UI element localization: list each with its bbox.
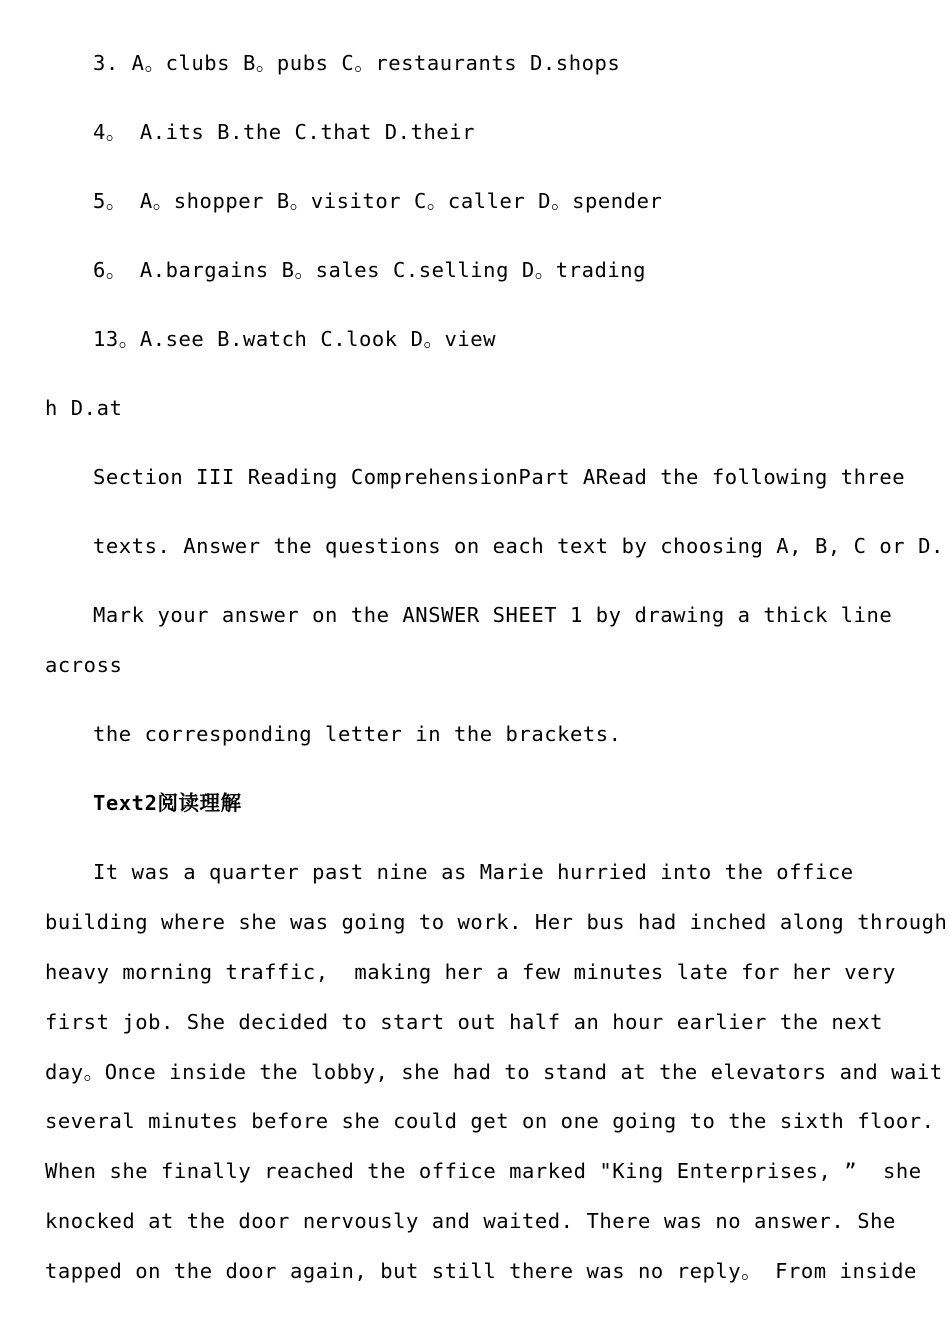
option-line-5: 5。 A。shopper B。visitor C。caller D。spender	[93, 189, 663, 213]
option-line-6: 6。 A.bargains B。sales C.selling D。trading	[93, 258, 647, 282]
instruction-line: Mark your answer on the ANSWER SHEET 1 by drawing a thick line	[93, 603, 893, 627]
passage-line: tapped on the door again, but still there was no reply。 From inside	[45, 1259, 917, 1283]
option-fragment: h D.at	[45, 396, 123, 420]
passage-line: When she finally reached the office marked "King Enterprises, ” she	[45, 1159, 922, 1183]
instruction-line: across	[45, 653, 123, 677]
instruction-line: texts. Answer the questions on each text by choosing A, B, C or D.	[93, 534, 944, 558]
option-line-13: 13。A.see B.watch C.look D。view	[93, 327, 497, 351]
passage-line: day。Once inside the lobby, she had to stand at the elevators and wait	[45, 1060, 943, 1084]
instruction-line: Section III Reading ComprehensionPart ARead the following three	[93, 465, 906, 489]
passage-line: heavy morning traffic, making her a few minutes late for her very	[45, 960, 896, 984]
passage-line: It was a quarter past nine as Marie hurried into the office	[93, 860, 854, 884]
option-line-3: 3. A。clubs B。pubs C。restaurants D.shops	[93, 51, 621, 75]
passage-line: several minutes before she could get on one going to the sixth floor.	[45, 1109, 935, 1133]
passage-line: first job. She decided to start out half an hour earlier the next	[45, 1010, 883, 1034]
instruction-line: the corresponding letter in the brackets.	[93, 722, 622, 746]
section-heading: Text2阅读理解	[93, 791, 242, 815]
passage-line: knocked at the door nervously and waited. There was no answer. She	[45, 1209, 896, 1233]
option-line-4: 4。 A.its B.the C.that D.their	[93, 120, 476, 144]
passage-line: building where she was going to work. Her bus had inched along through	[45, 910, 948, 934]
